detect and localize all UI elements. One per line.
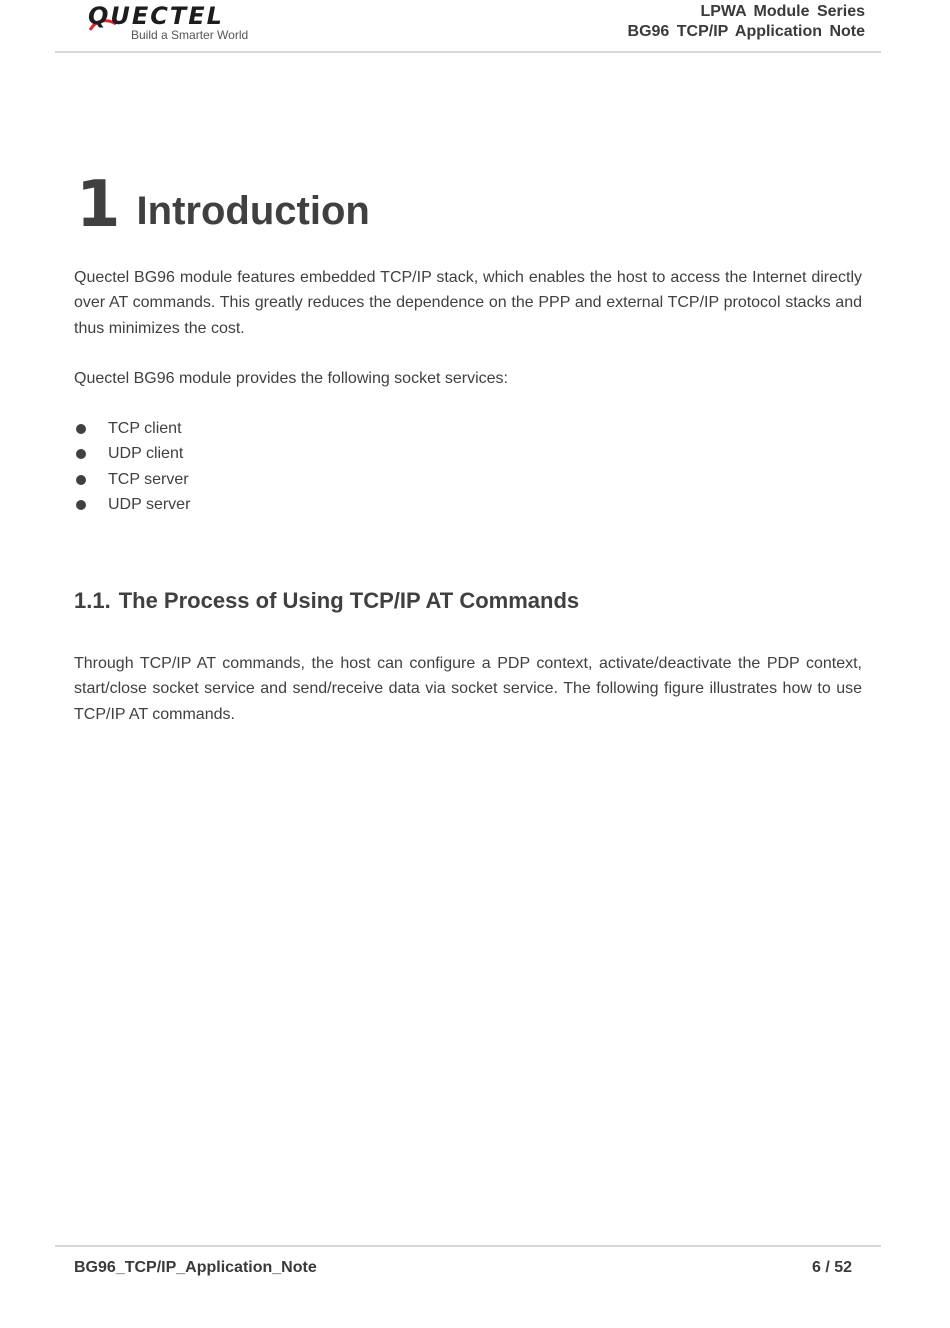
bullet-icon <box>76 500 86 510</box>
chapter-heading <box>76 160 370 240</box>
intro-paragraph: Quectel BG96 module features embedded TCP/IP stack, which enables the host to access the Internet directly over AT commands. This greatly reduces the dependence on the PPP and external TCP/IP protocol stacks and thus minimizes the cost. <box>74 269 862 337</box>
section-number: 1.1. <box>74 588 111 613</box>
chapter-title: Introduction <box>136 189 370 233</box>
section-heading <box>74 586 579 616</box>
page-header <box>628 2 865 42</box>
bullet-icon <box>76 424 86 434</box>
logo-tagline: Build a Smarter World <box>131 28 249 42</box>
section-paragraph: Through TCP/IP AT commands, the host can configure a PDP context, activate/deactivate the PDP context, start/close socket service and send/receive data via socket service. The following figure illustrates how to use TCP/IP AT commands. <box>74 655 862 723</box>
document-title: BG96 TCP/IP Application Note <box>627 23 865 40</box>
page-number: 6 / 52 <box>811 1259 852 1276</box>
list-item: TCP client <box>74 416 190 441</box>
list-item: UDP client <box>74 441 190 466</box>
list-item: UDP server <box>74 492 190 517</box>
header-divider <box>55 51 881 53</box>
footer-document-name: BG96_TCP/IP_Application_Note <box>74 1259 317 1276</box>
socket-services-list <box>74 416 190 517</box>
section-title: The Process of Using TCP/IP AT Commands <box>118 588 580 613</box>
series-title: LPWA Module Series <box>700 3 865 20</box>
footer-divider <box>55 1245 881 1247</box>
services-intro-paragraph: Quectel BG96 module provides the following socket services: <box>74 370 508 387</box>
logo-wordmark: QUECTEL <box>88 2 224 30</box>
quectel-logo <box>88 4 288 44</box>
chapter-number: 1 <box>76 168 121 242</box>
bullet-icon <box>76 449 86 459</box>
list-item: TCP server <box>74 467 190 492</box>
bullet-icon <box>76 475 86 485</box>
